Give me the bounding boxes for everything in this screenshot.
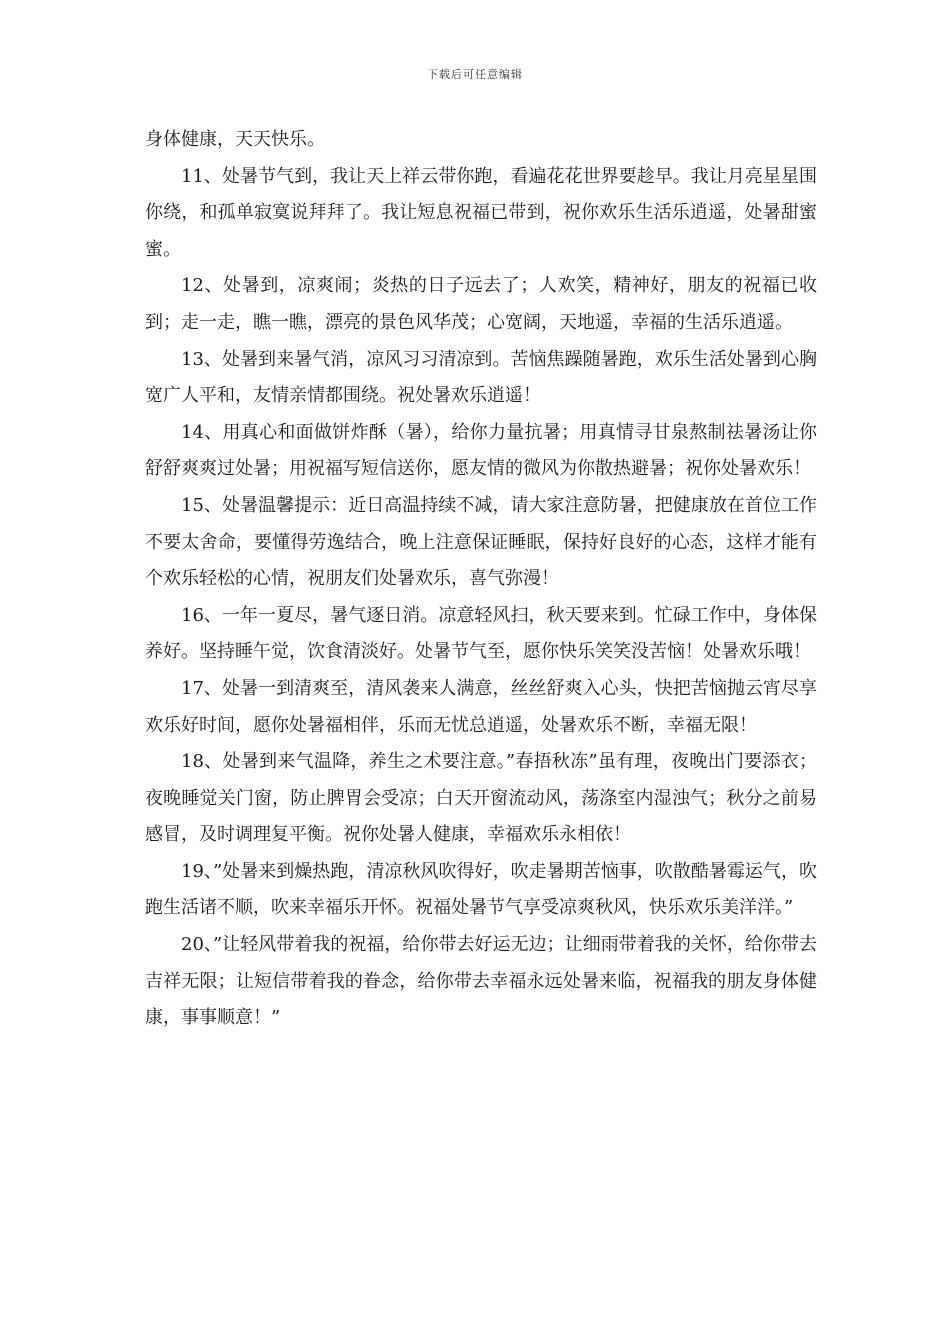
paragraph-item-14: 14、用真心和面做饼炸酥（暑），给你力量抗暑；用真情寻甘泉熬制祛暑汤让你舒舒爽爽过处暑；用祝福写短信送你，愿友情的微风为你散热避暑；祝你处暑欢乐！ — [145, 421, 817, 480]
paragraph-continuation: 身体健康，天天快乐。 — [145, 129, 325, 150]
page-header-note: 下载后可任意编辑 — [427, 68, 523, 81]
paragraph-item-16: 16、一年一夏尽，暑气逐日消。凉意轻风扫，秋天要来到。忙碌工作中，身体保养好。坚持睡午觉，饮食清淡好。处暑节气至，愿你快乐笑笑没苦恼！处暑欢乐哦！ — [145, 604, 817, 663]
paragraph-item-12: 12、处暑到，凉爽闹；炎热的日子远去了；人欢笑，精神好，朋友的祝福已收到；走一走，瞧一瞧，漂亮的景色风华茂；心宽阔，天地遥，幸福的生活乐逍遥。 — [145, 275, 817, 333]
paragraph-item-18: 18、处暑到来气温降，养生之术要注意。”春捂秋冻”虽有理，夜晚出门要添衣；夜晚睡觉关门窗，防止脾胃会受凉；白天开窗流动风，荡涤室内湿浊气；秋分之前易感冒，及时调理复平衡。祝你处暑人健康，幸福欢乐永相依！ — [145, 751, 817, 846]
paragraph-item-11: 11、处暑节气到，我让天上祥云带你跑，看遍花花世界要趁早。我让月亮星星围你绕，和孤单寂寞说拜拜了。我让短息祝福已带到，祝你欢乐生活乐逍遥，处暑甜蜜蜜。 — [145, 165, 817, 260]
paragraph-item-20: 20、”让轻风带着我的祝福，给你带去好运无边；让细雨带着我的关怀，给你带去吉祥无限；让短信带着我的眷念，给你带去幸福永远处暑来临，祝福我的朋友身体健康，事事顺意！” — [145, 934, 817, 1029]
paragraph-item-17: 17、处暑一到清爽至，清风袭来人满意，丝丝舒爽入心头，快把苦恼抛云宵尽享欢乐好时间，愿你处暑福相伴，乐而无忧总逍遥，处暑欢乐不断，幸福无限！ — [145, 677, 817, 736]
paragraph-item-19: 19、”处暑来到燥热跑，清凉秋风吹得好，吹走暑期苦恼事，吹散酷暑霉运气，吹跑生活诸不顺，吹来幸福乐开怀。祝福处暑节气享受凉爽秋风，快乐欢乐美洋洋。” — [145, 860, 817, 919]
document-body — [145, 122, 817, 1037]
paragraph-item-13: 13、处暑到来暑气消，凉风习习清凉到。苦恼焦躁随暑跑，欢乐生活处暑到心胸宽广人平和，友情亲情都围绕。祝处暑欢乐逍遥！ — [145, 348, 817, 407]
paragraph-item-15: 15、处暑温馨提示：近日高温持续不减，请大家注意防暑，把健康放在首位工作不要太舍命，要懂得劳逸结合，晚上注意保证睡眠，保持好良好的心态，这样才能有个欢乐轻松的心情，祝朋友们处暑欢乐，喜气弥漫！ — [145, 494, 817, 590]
